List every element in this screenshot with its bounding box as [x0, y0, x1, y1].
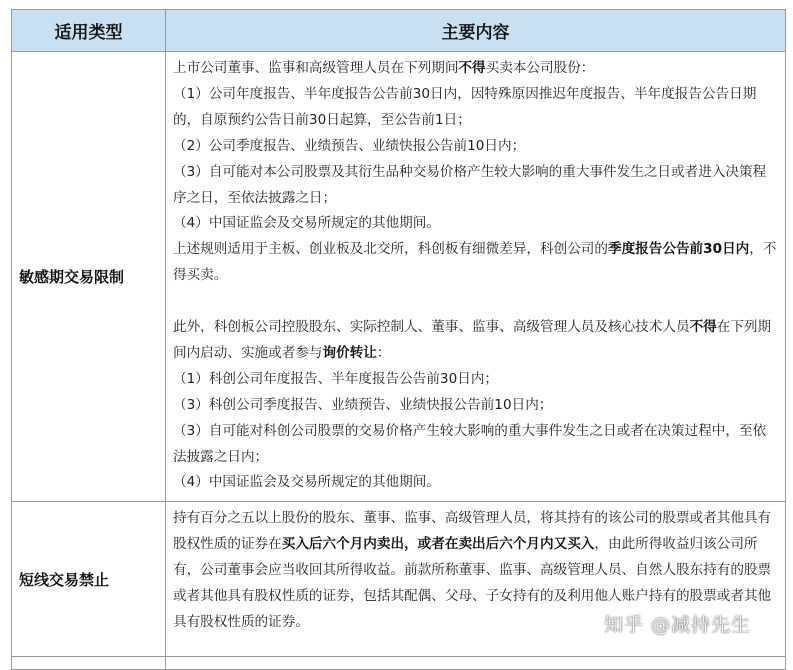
body-text: （4）中国证监会及交易所规定的其他期间。	[173, 474, 440, 491]
body-text: 此外，科创板公司控股股东、实际控制人、董事、监事、高级管理人员及核心技术人员	[173, 319, 690, 336]
body-text: 上市公司董事、监事和高级管理人员在下列期间	[173, 60, 459, 76]
content-paragraph	[173, 470, 778, 496]
body-text: 上述规则适用于主板、创业板及北交所，科创板有细微差异，科创公司的	[173, 241, 608, 258]
body-text: 在下列期间内启动、实施或者参与	[173, 319, 772, 361]
body-text: （1）公司年度报告、半年度报告公告前30日内，因特殊原因推迟年度报告、半年度报告公告日期的，自原预约公告日前30日起算，至公告前1日；	[173, 85, 757, 128]
content-paragraph	[173, 160, 778, 212]
table-row-partial	[12, 657, 786, 670]
emphasis-text: 买入后六个月内卖出，或者在卖出后六个月内又买入	[281, 535, 595, 552]
header-content: 主要内容	[166, 10, 786, 52]
rules-table	[11, 9, 786, 670]
empty-cell	[166, 657, 786, 670]
content-paragraph	[173, 56, 778, 82]
header-type: 适用类型	[12, 10, 166, 52]
content-paragraph	[173, 237, 778, 289]
emphasis-text: 不得	[458, 60, 486, 76]
content-paragraph	[173, 419, 778, 471]
body-text: 买卖本公司股份：	[485, 60, 595, 76]
content-paragraph	[173, 315, 778, 367]
content-cell-sensitive-period	[166, 52, 786, 502]
emphasis-text: 不得	[689, 319, 717, 336]
body-text: （2）公司季度报告、业绩预告、业绩快报公告前10日内；	[173, 137, 526, 154]
content-paragraph	[173, 211, 778, 237]
table-row	[12, 52, 786, 502]
content-paragraph	[173, 393, 778, 419]
content-paragraph	[173, 82, 778, 134]
body-text: ，由此所得收益归该公司所有，公司董事会应当收回其所得收益。前款所称董事、监事、高级管理人员、自然人股东持有的股票或者其他具有股权性质的证券，包括其配偶、父母、子女持有的及利用他人账户持有的股票或者其他具有股权性质的证券。	[173, 535, 772, 630]
type-cell-sensitive-period: 敏感期交易限制	[12, 52, 166, 502]
body-text: （4）中国证监会及交易所规定的其他期间。	[173, 215, 440, 232]
empty-cell	[12, 657, 166, 670]
header-row	[12, 10, 786, 52]
watermark: 知乎 @减持先生	[604, 614, 752, 636]
content-paragraph	[173, 367, 778, 393]
body-text: 持有百分之五以上股份的股东、董事、监事、高级管理人员，将其持有的该公司的股票或者其他具有股权性质的证券在	[173, 510, 772, 552]
body-text: （3）科创公司季度报告、业绩预告、业绩快报公告前10日内；	[173, 396, 553, 413]
content-paragraph	[173, 134, 778, 160]
body-text: ：	[376, 344, 391, 361]
emphasis-text: 询价转让	[322, 344, 377, 361]
body-text: （3）自可能对本公司股票及其衍生品种交易价格产生较大影响的重大事件发生之日或者进入决策程序之日，至依法披露之日；	[173, 163, 767, 206]
body-text: （1）科创公司年度报告、半年度报告公告前30日内；	[173, 370, 499, 387]
type-cell-short-swing: 短线交易禁止	[12, 502, 166, 657]
paragraph-spacer	[173, 289, 778, 315]
body-text: ，不得买卖。	[173, 241, 777, 284]
body-text: （3）自可能对科创公司股票的交易价格产生较大影响的重大事件发生之日或者在决策过程中，至依法披露之日内；	[173, 422, 767, 465]
emphasis-text: 季度报告公告前30日内	[608, 241, 750, 258]
